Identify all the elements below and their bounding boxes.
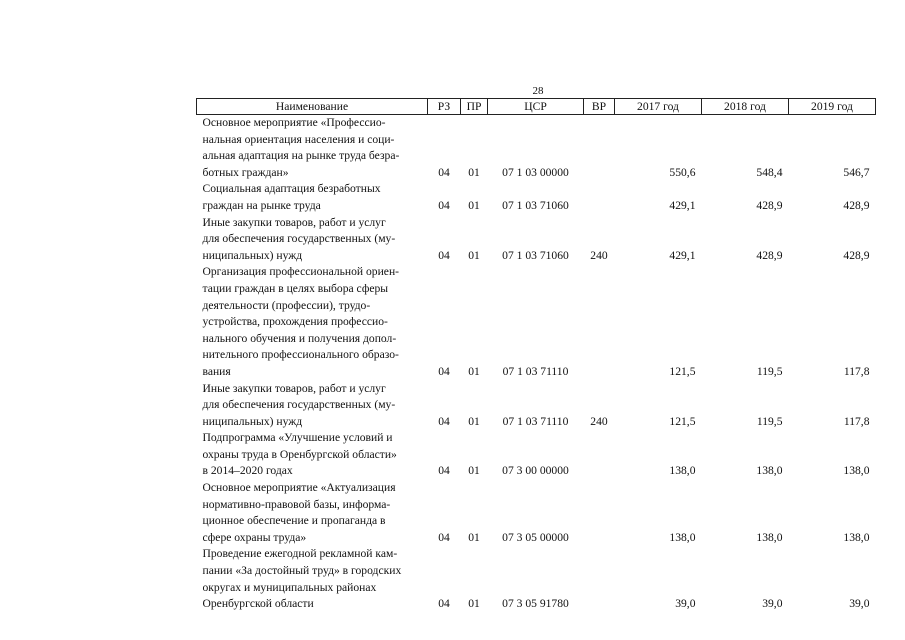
page-number: 28 — [532, 85, 544, 97]
row-2018-cell: 39,0 — [762, 597, 783, 611]
row-2019-cell: 428,9 — [843, 198, 870, 212]
row-name-cell — [197, 181, 428, 214]
row-name-line: округах и муниципальных районах — [202, 580, 377, 594]
row-name-line: альная адаптация на рынке труда безра- — [202, 149, 400, 163]
row-name-cell — [197, 215, 428, 265]
row-2017-cell: 121,5 — [669, 364, 696, 378]
row-pr-cell: 01 — [468, 414, 480, 428]
budget-table — [196, 98, 876, 613]
row-2017-cell: 429,1 — [669, 248, 696, 262]
row-name-line: Подпрограмма «Улучшение условий и — [202, 431, 393, 445]
row-2019-cell: 39,0 — [849, 597, 870, 611]
table-row — [197, 181, 876, 214]
table-row — [197, 215, 876, 265]
row-name-line: Основное мероприятие «Профессио- — [202, 116, 386, 129]
header-csr: ЦСР — [488, 99, 584, 115]
row-name-cell — [197, 264, 428, 380]
row-name-cell — [197, 381, 428, 431]
row-name-line: вания — [202, 364, 231, 378]
row-csr-cell: 07 1 03 00000 — [502, 165, 569, 179]
row-2019-cell: 546,7 — [843, 165, 870, 179]
row-pr-cell: 01 — [468, 364, 480, 378]
row-pr-cell: 01 — [468, 165, 480, 179]
row-2019-cell: 428,9 — [843, 248, 870, 262]
row-pr-cell: 01 — [468, 597, 480, 611]
row-name-line: охраны труда в Оренбургской области» — [202, 447, 397, 461]
row-2018-cell: 428,9 — [756, 248, 783, 262]
table-row — [197, 115, 876, 182]
header-2017: 2017 год — [615, 99, 702, 115]
row-2017-cell: 550,6 — [669, 165, 696, 179]
header-2019: 2019 год — [789, 99, 876, 115]
row-2018-cell: 138,0 — [756, 530, 783, 544]
row-pr-cell: 01 — [468, 248, 480, 262]
row-csr-cell: 07 3 05 91780 — [502, 597, 569, 611]
header-rz: РЗ — [428, 99, 461, 115]
row-vr-cell — [584, 264, 615, 380]
table-row — [197, 264, 876, 380]
row-name-line: деятельности (профессии), трудо- — [202, 298, 371, 312]
row-name-line: пании «За достойный труд» в городских — [202, 564, 402, 578]
row-name-cell — [197, 480, 428, 546]
row-name-line: нительного профессионального образо- — [202, 348, 399, 362]
row-rz-cell: 04 — [438, 364, 450, 378]
row-2018-cell: 138,0 — [756, 464, 783, 478]
row-vr-cell — [584, 181, 615, 214]
row-csr-cell: 07 3 05 00000 — [502, 530, 569, 544]
row-2017-cell: 429,1 — [669, 198, 696, 212]
row-name-line: Проведение ежегодной рекламной кам- — [202, 547, 398, 561]
row-pr-cell: 01 — [468, 464, 480, 478]
row-name-line: нальная ориентация населения и соци- — [202, 132, 395, 146]
table-row — [197, 480, 876, 546]
row-vr-cell — [584, 480, 615, 546]
table-row — [197, 430, 876, 480]
row-vr-cell: 240 — [590, 414, 608, 428]
row-name-cell — [197, 430, 428, 480]
row-vr-cell: 240 — [590, 248, 608, 262]
header-vr: ВР — [584, 99, 615, 115]
row-vr-cell — [584, 546, 615, 612]
row-pr-cell: 01 — [468, 530, 480, 544]
row-name-line: Оренбургской области — [202, 597, 314, 611]
row-name-line: сфере охраны труда» — [202, 530, 307, 544]
row-rz-cell: 04 — [438, 165, 450, 179]
row-rz-cell: 04 — [438, 597, 450, 611]
row-2018-cell: 428,9 — [756, 198, 783, 212]
row-name-line: ниципальных) нужд — [202, 248, 303, 262]
row-vr-cell — [584, 430, 615, 480]
row-csr-cell: 07 1 03 71060 — [502, 198, 569, 212]
row-name-line: тации граждан в целях выбора сферы — [202, 281, 389, 295]
row-rz-cell: 04 — [438, 198, 450, 212]
row-csr-cell: 07 1 03 71110 — [502, 364, 569, 378]
table-row — [197, 381, 876, 431]
row-vr-cell — [584, 115, 615, 182]
row-name-line: ционное обеспечение и пропаганда в — [202, 514, 386, 528]
row-csr-cell: 07 1 03 71110 — [502, 414, 569, 428]
row-name-line: для обеспечения государственных (му- — [202, 232, 396, 246]
row-2019-cell: 138,0 — [843, 464, 870, 478]
table-row — [197, 546, 876, 612]
table-body — [197, 115, 876, 613]
row-name-cell — [197, 546, 428, 612]
row-2018-cell: 119,5 — [756, 364, 783, 378]
row-2017-cell: 138,0 — [669, 464, 696, 478]
row-name-line: Основное мероприятие «Актуализация — [202, 481, 396, 495]
row-name-line: ниципальных) нужд — [202, 414, 303, 428]
row-2019-cell: 117,8 — [843, 414, 870, 428]
row-name-cell — [197, 115, 428, 182]
row-pr-cell: 01 — [468, 198, 480, 212]
header-pr: ПР — [461, 99, 488, 115]
row-2019-cell: 117,8 — [843, 364, 870, 378]
row-name-line: для обеспечения государственных (му- — [202, 398, 396, 412]
header-2018: 2018 год — [702, 99, 789, 115]
row-rz-cell: 04 — [438, 464, 450, 478]
row-csr-cell: 07 1 03 71060 — [502, 248, 569, 262]
row-csr-cell: 07 3 00 00000 — [502, 464, 569, 478]
row-2017-cell: 39,0 — [675, 597, 696, 611]
table-header-row — [197, 99, 876, 115]
row-2018-cell: 548,4 — [756, 165, 783, 179]
row-name-line: граждан на рынке труда — [202, 198, 321, 212]
row-name-line: нормативно-правовой базы, информа- — [202, 497, 391, 511]
row-rz-cell: 04 — [438, 248, 450, 262]
row-name-line: в 2014–2020 годах — [202, 464, 293, 478]
row-2017-cell: 121,5 — [669, 414, 696, 428]
row-name-line: Социальная адаптация безработных — [202, 182, 381, 196]
row-name-line: нального обучения и получения допол- — [202, 331, 397, 345]
row-2019-cell: 138,0 — [843, 530, 870, 544]
row-name-line: Иные закупки товаров, работ и услуг — [202, 215, 386, 229]
row-name-line: Организация профессиональной ориен- — [202, 265, 400, 279]
row-name-line: ботных граждан» — [202, 165, 289, 179]
row-name-line: устройства, прохождения профессио- — [202, 315, 388, 329]
row-name-line: Иные закупки товаров, работ и услуг — [202, 381, 386, 395]
row-2017-cell: 138,0 — [669, 530, 696, 544]
header-name: Наименование — [197, 99, 428, 115]
row-rz-cell: 04 — [438, 414, 450, 428]
row-2018-cell: 119,5 — [756, 414, 783, 428]
row-rz-cell: 04 — [438, 530, 450, 544]
